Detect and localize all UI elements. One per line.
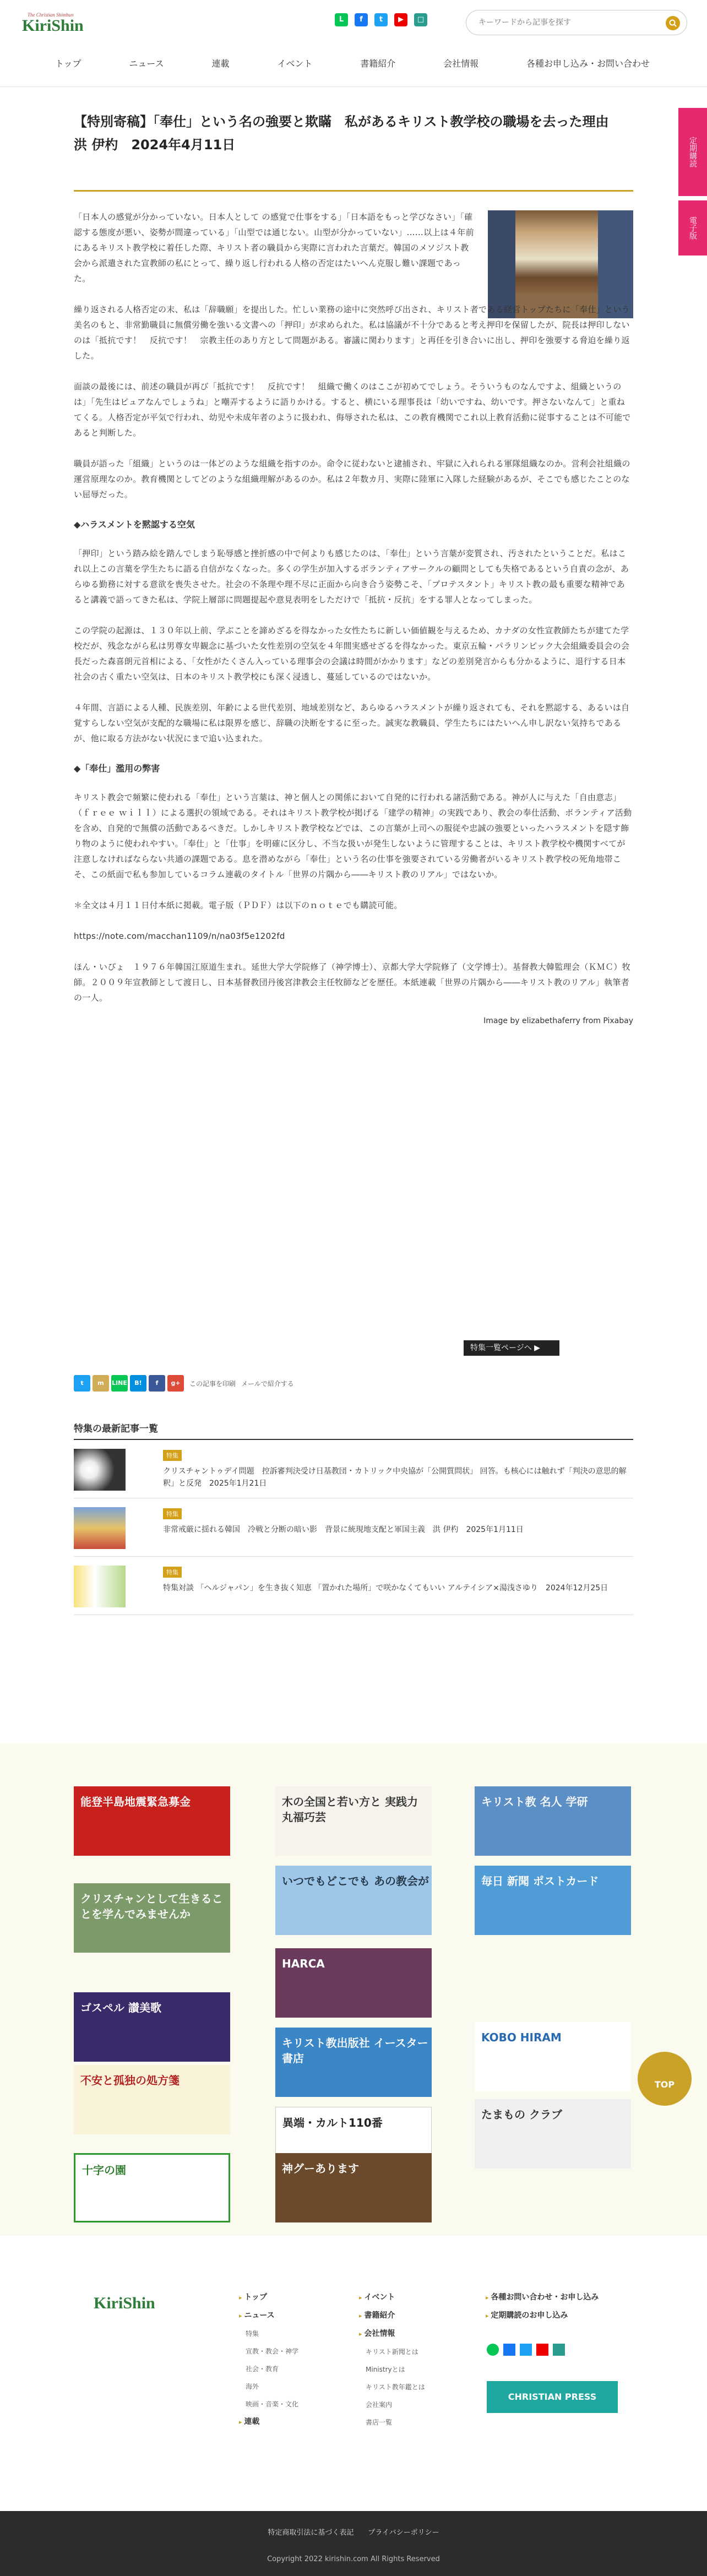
banner[interactable]: たまもの クラブ xyxy=(475,2099,631,2169)
mail-link[interactable]: メールで紹介する xyxy=(241,1379,294,1388)
banner[interactable]: KOBO HIRAM xyxy=(475,2022,631,2091)
paragraph: 「押印」という踏み絵を踏んでしまう恥辱感と挫折感の中で何よりも感じたのは、「奉仕」という言葉が変質され、汚されたということだ。私はこれ以上この言葉を学生たちに語る自信がなくなった。多くの学生が加入するボランティアサークルの顧問としても失格であるという自責の念が、あらゆる勤務に対する意欲を喪失させた。社会の不条理や理不尽に正面から向き合う姿勢こそ、「プロテスタント」キリスト教の最も重要な精神であると講義で語ってきた私は、学院上層部に問題提起や意見表明をしただけで「抵抗・反抗」をする罪人となってしまった。 xyxy=(74,548,629,605)
search-button[interactable] xyxy=(666,16,680,30)
side-tabs xyxy=(678,108,707,256)
banner[interactable]: ゴスペル 讃美歌 xyxy=(74,1992,230,2062)
paragraph: 「日本人の感覚が分かっていない。日本人として の感覚で仕事をする」「日本語をもっと学びなさい」「確認する態度が悪い、姿勢が間違っている」「山型では通じない。山型が分かっていない」……以上は４年前にあるキリスト教学校に着任した際、キリスト者の職員から実際に言われた言葉だ。韓国のメソジスト教会から派遣された宣教師の私にとって、繰り返し行われる人格の否定はたいへん克服し難い課題であった。 xyxy=(74,212,474,284)
footer-col-3: ▸ 各種お問い合わせ・お申し込み ▸ 定期購読のお申し込み xyxy=(486,2289,599,2325)
news-icon[interactable] xyxy=(553,2344,565,2356)
list-item[interactable] xyxy=(74,1498,633,1557)
article-body xyxy=(74,209,633,1037)
category-badge: 特集 xyxy=(163,1508,182,1519)
banner[interactable]: 木の全国と若い方と 実践力 丸福巧芸 xyxy=(275,1786,432,1856)
feature-list-button[interactable]: 特集一覧ページへ ▶ xyxy=(464,1340,559,1356)
site-logo[interactable] xyxy=(22,12,93,36)
banner[interactable]: 不安と孤独の処方箋 xyxy=(74,2065,230,2134)
paragraph: キリスト教会で頻繁に使われる「奉仕」という言葉は、神と個人との関係において自発的に行われる諸活動である。神が人に与えた「自由意志」（ｆｒｅｅ ｗｉｌｌ）による選択の領域である。それはキリスト教学校が掲げる「建学の精神」の実践であり、教会の奉仕活動、ボランティア活動を含め、自発的で無償の活動であるべきだ。しかしキリスト教学校などでは、この言葉が上司への服従や忠誠の強要といったハラスメントを隠す飾り物のように使われやすい。「奉仕」と「仕事」を明確に区分し、不当な扱いが発生しないように管理することは、キリスト教学校や機関すべてが注意しなければならない共通の課題である。息を潜めながら「奉仕」という名の仕事を強要されている労働者がいるキリスト教学校の死角地帯こそ、この紙面で私も参加しているコラム連載のタイトル「世界の片隅から――キリスト教のリアル」ではないか。 xyxy=(74,792,632,879)
print-link[interactable]: この記事を印刷 xyxy=(189,1379,236,1388)
hatena-share-icon[interactable]: B! xyxy=(130,1375,146,1392)
banner[interactable]: 十字の園 xyxy=(74,2153,230,2222)
category-badge: 特集 xyxy=(163,1567,182,1578)
share-bar xyxy=(74,1374,404,1392)
banner[interactable]: クリスチャンとして生きることを学んでみませんか xyxy=(74,1883,230,1953)
paragraph: ＊全文は４月１１日付本紙に掲載。電子版（ＰＤＦ）は以下のｎｏｔｅでも購読可能。 xyxy=(74,900,403,910)
banner[interactable]: いつでもどこでも あの教会が xyxy=(275,1866,432,1935)
main-nav xyxy=(55,53,650,75)
youtube-icon[interactable]: ▶ xyxy=(394,13,407,26)
nav-series[interactable]: 連載 xyxy=(211,58,230,69)
paragraph: 面談の最後には、前述の職員が再び「抵抗です！ 反抗です！ 組織で働くのはここが初めてでしょう。そういうものなんですよ、組織というのは」「先生はピュアなんでしょうね」と嘲弄するように語りかける。すると、横にいる理事長は「幼いですね、幼いです。押さないなんて」と重ねてくる。人格否定が平気で行われ、幼児や未成年者のように扱われ、侮辱された私は、この教育機関でこれ以上教育活動に従事することは不可能であると判断した。 xyxy=(74,382,631,438)
google-share-icon[interactable]: g+ xyxy=(167,1375,184,1392)
footer-col-1: ▸ トップ ▸ ニュース 特集 宣教・教会・神学 社会・教育 海外 映画・音楽・文化 ▸ 連載 xyxy=(239,2289,298,2431)
twitter-icon[interactable]: t xyxy=(374,13,388,26)
nav-top[interactable]: トップ xyxy=(55,58,81,69)
article-title: 【特別寄稿】「奉仕」という名の強要と欺瞞 私があるキリスト教学校の職場を去った理由 洪 伊杓 2024年4月11日 xyxy=(74,110,633,192)
legal-links[interactable]: 特定商取引法に基づく表記 プライバシーポリシー xyxy=(268,2529,439,2537)
banner[interactable]: キリスト教 名人 学研 xyxy=(475,1786,631,1856)
copyright-bar xyxy=(0,2511,707,2576)
thumbnail xyxy=(74,1507,126,1549)
footer-social xyxy=(487,2344,565,2356)
item-title[interactable]: 非常戒厳に揺れる韓国 冷戦と分断の暗い影 背景に統現地支配と軍国主義 洪 伊杓 2025年1月11日 xyxy=(163,1525,524,1534)
item-title[interactable]: 特集対談 「ヘルジャパン」を生き抜く知恵 「置かれた場所」で咲かなくてもいい アルテイシア×湯浅さゆり 2024年12月25日 xyxy=(163,1584,608,1593)
facebook-share-icon[interactable]: f xyxy=(149,1375,165,1392)
subscribe-tab[interactable]: 定期購読 xyxy=(678,108,707,196)
nav-contact[interactable]: 各種お申し込み・お問い合わせ xyxy=(526,58,650,69)
author-bio: ほん・いぴょ １９７６年韓国江原道生まれ。延世大学大学院修了（神学博士）、京都大学大学院修了（文学博士）。基督教大韓監理会（ＫＭＣ）牧師。２００９年宣教師として渡日し、日本基督教団丹後宮津教会主任牧師などを歴任。本紙連載「世界の片隅から――キリスト教のリアル」執筆者の一人。 xyxy=(74,962,631,1003)
copyright-text: Copyright 2022 kirishin.com All Rights Reserved xyxy=(267,2555,440,2563)
photo-credit: Image by elizabethaferry from Pixabay xyxy=(483,1017,633,1025)
paragraph: この学院の起源は、１３０年以上前、学ぶことを諦めざるを得なかった女性たちに新しい価値観を与えるため、カナダの女性宣教師たちが建てた学校だが、残念ながら私は男尊女卑観念に基づいた女性差別の空気を４年間実感せざるを得なかった。東京五輪・パラリンピック大会組織委員会の会長だった森喜朗元首相による、「女性がたくさん入っている理事会の会議は時間がかかります」などの差別発言からも分かるように、退行する日本社会の古く重たい空気は、日本のキリスト教学校にも深く浸透し、蔓延しているのではないか。 xyxy=(74,626,630,682)
nav-books[interactable]: 書籍紹介 xyxy=(360,58,396,69)
facebook-icon[interactable]: f xyxy=(355,13,368,26)
note-link[interactable]: https://note.com/macchan1109/n/na03f5e1202fd xyxy=(74,931,285,941)
mixi-share-icon[interactable]: m xyxy=(93,1375,109,1392)
nav-company[interactable]: 会社情報 xyxy=(443,58,479,69)
thumbnail xyxy=(74,1449,126,1491)
banner-area xyxy=(0,1743,707,2236)
nav-news[interactable]: ニュース xyxy=(129,58,164,69)
news-icon[interactable]: □ xyxy=(414,13,427,26)
article xyxy=(74,110,633,1025)
digital-tab[interactable]: 電子版 xyxy=(678,200,707,256)
footer-logo[interactable]: KiriShin xyxy=(94,2294,155,2312)
banner[interactable]: HARCA xyxy=(275,1948,432,2018)
nav-events[interactable]: イベント xyxy=(277,58,313,69)
feature-list xyxy=(74,1421,633,1615)
facebook-icon[interactable] xyxy=(503,2344,515,2356)
twitter-icon[interactable] xyxy=(520,2344,532,2356)
banner[interactable]: 神グーあります xyxy=(275,2153,432,2222)
logo-text: KiriShin xyxy=(22,17,84,35)
paragraph: 繰り返される人格否定の末、私は「辞職願」を提出した。忙しい業務の途中に突然呼び出され、キリスト者である経営トップたちに「奉仕」という美名のもと、非常勤職員に無償労働を強いる文書への「押印」が求められた。私は協議が不十分であると考え押印を保留したが、院長は押印しないのは「抵抗です！ 反抗です！ 宗教主任のあり方として問題がある。審議に関わります」と再任を引き合いに出し、押印を強要する脅迫を繰り返した。 xyxy=(74,305,630,361)
banner[interactable]: キリスト教出版社 イースター書店 xyxy=(275,2028,432,2097)
banner[interactable]: 毎日 新聞 ポストカード xyxy=(475,1866,631,1935)
twitter-share-icon[interactable]: t xyxy=(74,1375,90,1392)
christian-press-banner[interactable]: CHRISTIAN PRESS xyxy=(487,2381,618,2413)
search-box xyxy=(466,10,687,35)
section-heading: ◆ハラスメントを黙認する空気 xyxy=(74,519,195,530)
paragraph: 職員が語った「組織」というのは一体どのような組織を指すのか。命令に従わないと逮捕され、牢獄に入れられる軍隊組織なのか。営利会社組織の運営原理なのか。教育機関としてどのような組織理解があるのか。私は２年数カ月、実際に陸軍に入隊した経験があるが、そこでも感じたことのない屈辱だった。 xyxy=(74,459,630,499)
line-icon[interactable]: L xyxy=(335,13,348,26)
list-item[interactable] xyxy=(74,1440,633,1498)
site-footer xyxy=(0,2236,707,2511)
item-title[interactable]: クリスチャントゥデイ問題 控訴審判決受け日基教団・カトリック中央協が「公開質問状」 回答。も核心には触れず「判決の意思的解釈」と反発 2025年1月21日 xyxy=(163,1467,627,1488)
section-heading: ◆「奉仕」濫用の弊害 xyxy=(74,763,160,774)
banner[interactable]: 異端・カルト110番 xyxy=(275,2107,432,2176)
thumbnail xyxy=(74,1566,126,1607)
youtube-icon[interactable] xyxy=(536,2344,548,2356)
category-badge: 特集 xyxy=(163,1450,182,1461)
search-icon xyxy=(669,19,677,27)
banner[interactable]: 能登半島地震緊急募金 xyxy=(74,1786,230,1856)
footer-col-2: ▸ イベント ▸ 書籍紹介 ▸ 会社情報 キリスト新聞とは Ministryとは キリスト教年鑑とは 会社案内 書店一覧 xyxy=(359,2289,425,2431)
line-icon[interactable] xyxy=(487,2344,499,2356)
search-input[interactable] xyxy=(478,17,655,29)
line-share-icon[interactable]: LINE xyxy=(111,1375,128,1392)
paragraph: ４年間、言語による人種、民族差別、年齢による世代差別、地域差別など、あらゆるハラスメントが繰り返されても、それを黙認する、あるいは自覚すらしない空気が支配的な職場に私は限界を感じ、辞職の決断をするに至った。誠実な教職員、学生たちにはたいへん申し訳ない気持ちであるが、他に取る方法がない状況にまで追い込まれた。 xyxy=(74,703,630,743)
site-header xyxy=(0,0,707,87)
feature-heading: 特集の最新記事一覧 xyxy=(74,1421,633,1440)
list-item[interactable] xyxy=(74,1557,633,1615)
scroll-top-button[interactable]: TOP xyxy=(638,2052,692,2106)
logo-tagline: The Christian Shimbun xyxy=(28,12,74,18)
